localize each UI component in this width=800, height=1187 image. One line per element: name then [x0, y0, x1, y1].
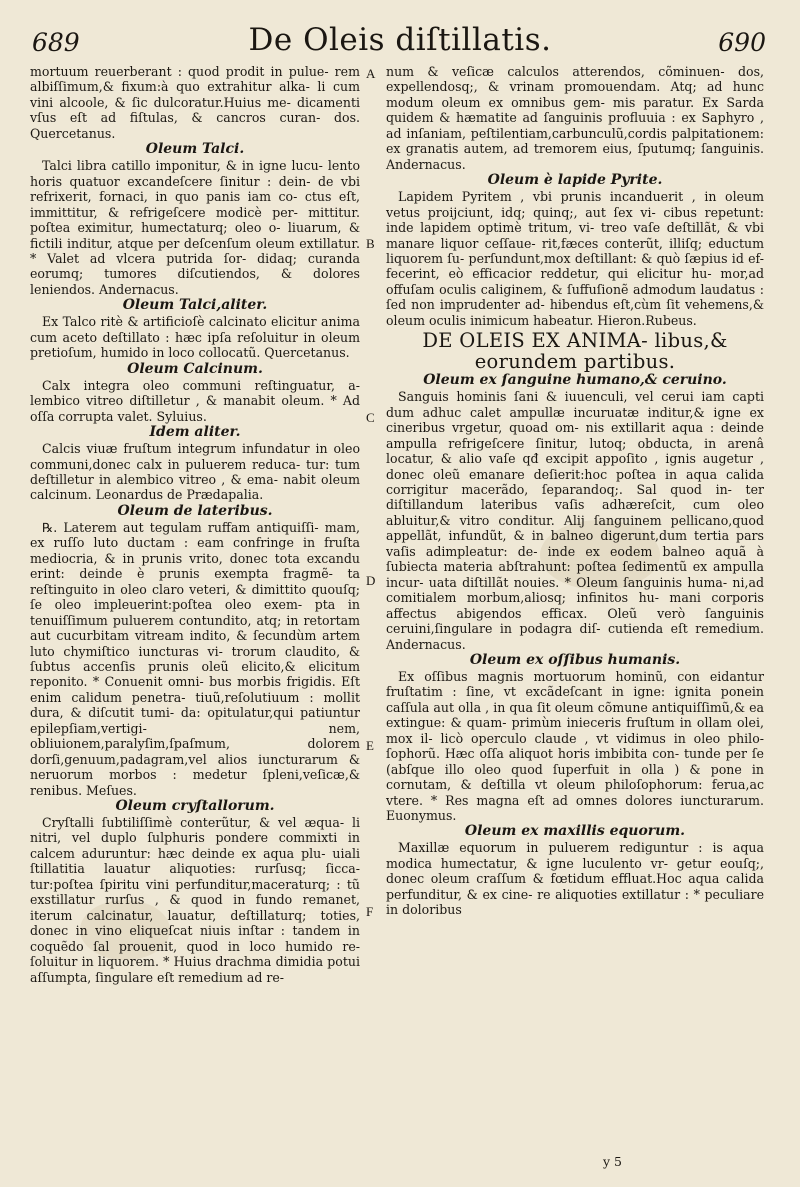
right-column — [386, 64, 764, 918]
page-number-right: 690 — [718, 28, 766, 57]
body-paragraph: Calx integra oleo communi reſtinguatur, a- lembico vitreo diſtilletur , & manabit oleum. * Ad oſſa corrupta valet. Syluius. — [30, 377, 360, 424]
recipe-heading: Oleum ex maxillis equorum. — [464, 823, 686, 840]
page-number-left: 689 — [32, 28, 80, 57]
body-paragraph: Ex Talco ritè & artificioſè calcinato elicitur anima cum aceto deſtillato : hæc ipſa reſoluitur in oleum pretioſum, humido in loco collocatũ. Quercetanus. — [30, 314, 360, 361]
margin-letter-a: A — [366, 66, 376, 81]
recipe-heading: Oleum de lateribus. — [117, 502, 273, 519]
body-paragraph: num & veſicæ calculos atterendos, cõminuen- dos, expellendosq;, & vrinam promouendam. Atq; ad hunc modum oleum ex omnibus gem- mis paratur. Ex Sarda quidem & hæmatite ad ſanguinis profluuia : ex Saphyro , ad inſaniam, peſtilentiam,carbunculũ,cordis palpitationem: ex granatis autem, ad tremorem eius, ſputumq; ſanguinis. Andernacus. — [386, 64, 764, 172]
recipe-heading: Oleum ex oſſibus humanis. — [469, 651, 681, 668]
left-column — [30, 64, 360, 985]
body-paragraph: Lapidem Pyritem , vbi prunis incanduerit , in oleum vetus proijciunt, idq; quinq;, aut ſex vi- cibus repetunt: inde lapidem optimè tritum, vi- treo vaſe deſtillãt, & vbi manare liquor ceſſaue- rit,fæces conterũt, illiſq; eductum liquorem ſu- perſundunt,mox deſtillant: & quò ſæpius id ef- fecerint, eò efficacior reddetur, qui elicitur hu- mor,ad offuſam oculis caliginem, & ſuffuſionẽ admodum laudatus : ſed non imprudenter ad- hibendus eſt,cùm ſit vehemens,& oleum oculis inimicum habeatur. Hieron.Rubeus. — [386, 189, 764, 328]
catchword: y 5 — [603, 1154, 622, 1169]
section-heading: DE OLEIS EX ANIMA- libus,& eorundem partibus. — [422, 329, 728, 374]
body-paragraph: Sanguis hominis ſani & iuuenculi, vel cerui iam capti dum adhuc calet ampullæ incuruatæ inditur,& igne ex cineribus vrgetur, quoad om- nis extillarit aqua : deinde ampulla refrigeſcere ſinitur, lutoq; obducta, in arenâ locatur, & alio vaſe qđ excipit appoſito , ignis augetur , donec oleũ emanare deſierit:hoc poſtea in aqua calida corrigitur macerãdo, ſeparandoq;. Sal quod in- ter diſtillandum lateribus vaſis adhæreſcit, cum oleo abluitur,& vitro conditur. Alij ſanguinem pellicano,quod appellãt, infundũt, & in balneo digerunt,dum tertia pars vaſis adimpleatur: de- inde ex eodem balneo aquã à ſubiecta materia abſtrahunt: poſtea ſedimentũ ex ampulla incur- uata diſtillãt nouies. * Oleum ſanguinis huma- ni,ad comitialem morbum,aliosq; infinitos hu- mani corporis affectus abigendos efficax. Oleũ verò ſanguinis ceruini,ſingulare in podagra diſ- cutienda eſt remedium. Andernacus. — [386, 389, 764, 652]
body-paragraph: ℞. Laterem aut tegulam ruffam antiquiſſi- mam, ex ruſſo luto ductam : eam confringe in fruſta mediocria, & in prunis vrito, donec tota excandu erint: deinde è prunis exempta fragmẽ- ta reſtinguito in oleo claro veteri, & dimittito quouſq; ſe oleo impleuerint:poſtea oleo exem- pta in tenuiſſimum puluerem contundito, atq; in retortam aut cucurbitam vitream indito, & ſecundùm artem luto chymiſtico iuncturas vi- trorum claudito, & ſubtus accenſis prunis oleũ elicito,& elicitum reponito. * Conuenit omni- bus morbis frigidis. Eſt enim calidum penetra- tiuũ,reſolutiuum : mollit dura, & diſcutit tumi- da: opitulatur,qui patiuntur epilepſiam,vertigi- nem, obliuionem,paralyſim,ſpaſmum, dolorem dorſi,genuum,padagram,vel alios iuncturarum & neruorum morbos : medetur ſpleni,veſicæ,& renibus. Meſues. — [30, 519, 360, 798]
running-title: De Oleis diſtillatis. — [248, 22, 552, 58]
recipe-heading: Oleum cryſtallorum. — [115, 798, 275, 815]
recipe-heading: Oleum ex ſanguine humano,& ceruino. — [423, 372, 727, 389]
margin-letter-b: B — [366, 236, 375, 251]
margin-letter-e: E — [366, 738, 374, 753]
body-paragraph: Maxillæ equorum in puluerem rediguntur : is aqua modica humectatur, & igne luculento vr- getur eouſq;, donec oleum craſſum & fœtidum effluat.Hoc aqua calida perfunditur, & ex cine- re aliquoties extillatur : * peculiare in doloribus — [386, 840, 764, 918]
margin-letter-c: C — [366, 410, 375, 425]
recipe-heading: Oleum Talci. — [145, 141, 245, 158]
recipe-heading: Oleum Talci,aliter. — [122, 297, 268, 314]
recipe-heading: Idem aliter. — [149, 424, 241, 441]
body-paragraph: Calcis viuæ fruſtum integrum infundatur in oleo communi,donec calx in puluerem reduca- tur: tum deſtilletur in alembico vitreo , & ema- nabit oleum calcinum. Leonardus de Prædapalia. — [30, 441, 360, 503]
body-paragraph: Talci libra catillo imponitur, & in igne lucu- lento horis quatuor excandeſcere ſinitur : dein- de vbi refrixerit, fornaci, in quo panis iam co- ctus eſt, immittitur, & refrigeſcere modicè per- mittitur. poſtea eximitur, humectaturq; oleo o- liuarum, & fictili inditur, atque per deſcenſum oleum extillatur. * Valet ad vlcera putrida ſor- didaq; curanda eorumq; tumores diſcutiendos, & dolores leniendos. Andernacus. — [30, 158, 360, 297]
margin-letter-f: F — [366, 904, 374, 919]
recipe-heading: Oleum è lapide Pyrite. — [487, 172, 663, 189]
body-paragraph: mortuum reuerberant : quod prodit in pulue- rem albiſſimum,& fixum:à quo extrahitur alka- li cum vini alcoole, & ſic dulcoratur.Huius me- dicamenti vſus eſt ad fiſtulas, & cancros curan- dos. Quercetanus. — [30, 64, 360, 141]
page-header — [0, 10, 800, 62]
body-paragraph: Cryſtalli ſubtiliſſimè conterũtur, & vel æqua- li nitri, vel duplo ſulphuris pondere commixti in calcem aduruntur: hæc deinde ex aqua plu- uiali ſtillatitia lauatur aliquoties: rurſusq; ſicca- tur:poſtea ſpiritu vini perfunditur,maceraturq; : tũ exstillatur rurſus , & quod in fundo remanet, iterum calcinatur, lauatur, deſtillaturq; toties, donec in vino eliqueſcat niuis inſtar : tandem in coquẽdo ſal prouenit, quod in loco humido re- ſoluitur in liquorem. * Huius drachma dimidia potui aſſumpta, ſingulare eſt remedium ad re- — [30, 815, 360, 985]
body-paragraph: Ex oſſibus magnis mortuorum hominũ, con eidantur fruſtatim : ſine, vt excãdeſcant in igne: ignita ponein caſſula aut olla , in qua ſit oleum cõmune antiquiſſimũ,& ea extingue: & quam- primùm inieceris fruſtum in ollam olei, mox il- licò operculo claude , vt vidimus in oleo philo- ſophorũ. Hæc oſſa aliquot horis imbibita con- tunde per ſe (abſque illo oleo quod ſuperfuit in olla ) & pone in cornutam, & deſtilla vt oleum philoſophorum: ferua,ac vtere. * Res magna eſt ad omnes dolores iuncturarum. Euonymus. — [386, 668, 764, 824]
recipe-heading: Oleum Calcinum. — [127, 360, 263, 377]
margin-letter-d: D — [366, 573, 376, 588]
